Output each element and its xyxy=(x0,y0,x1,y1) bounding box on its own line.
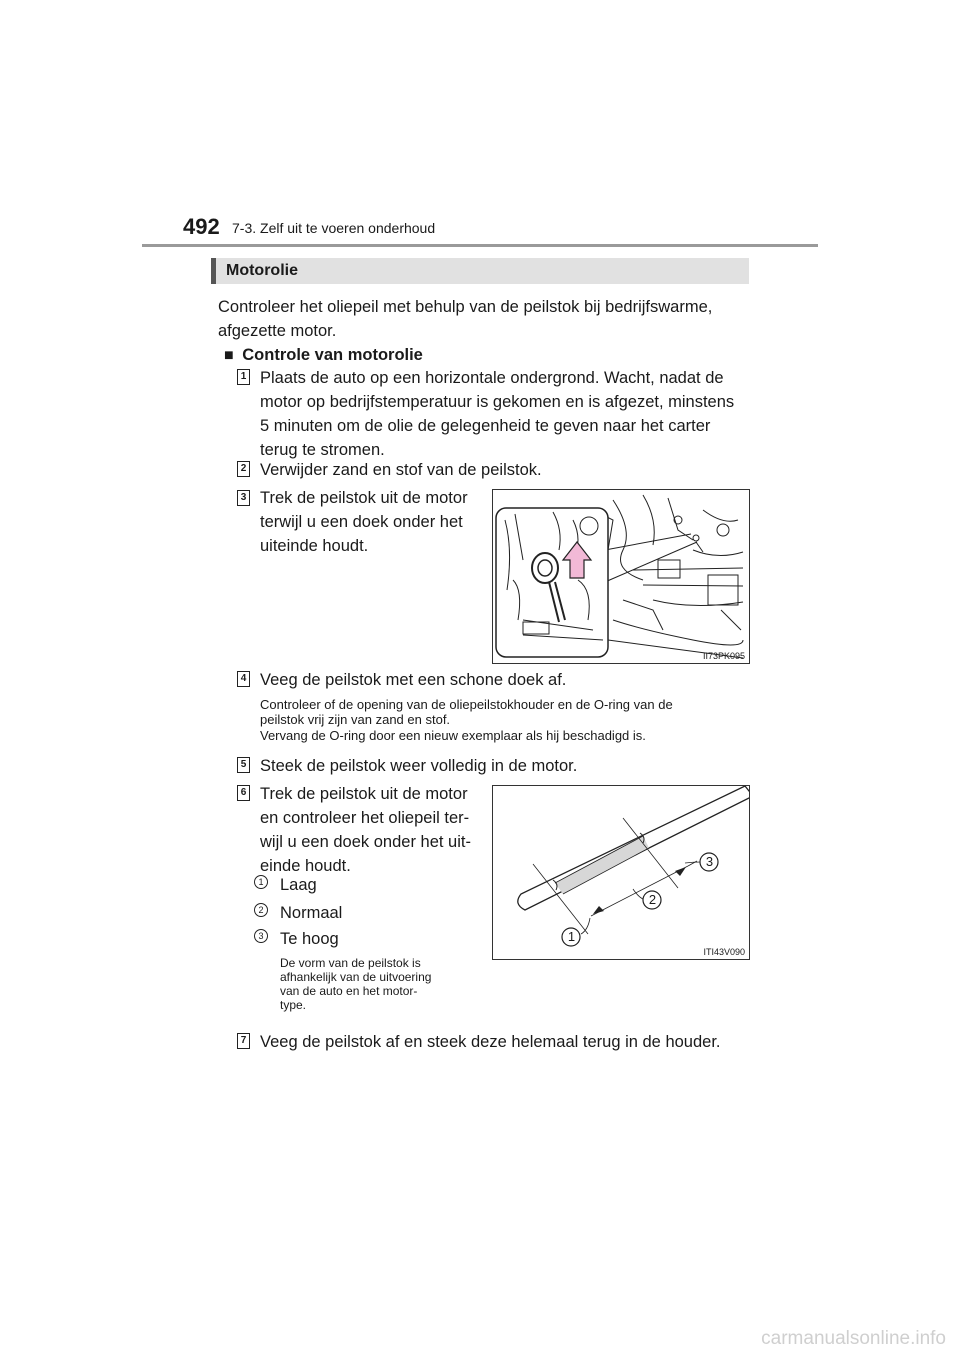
section-accent xyxy=(211,258,216,284)
dipstick-illustration xyxy=(493,786,749,959)
dipstick-figure-code: ITI43V090 xyxy=(703,947,745,957)
step-7-line-1: Veeg de peilstok af en steek deze helemaal terug in de houder. xyxy=(260,1033,721,1051)
dipstick-figure xyxy=(492,785,750,960)
step-4-line-1: Veeg de peilstok met een schone doek af. xyxy=(260,671,567,689)
step-1-badge: 1 xyxy=(237,369,250,385)
step-4-badge: 4 xyxy=(237,671,250,687)
engine-figure-code: II73PK095 xyxy=(702,651,745,661)
watermark[interactable]: carmanualsonline.info xyxy=(761,1328,946,1349)
subsection-heading xyxy=(224,343,423,368)
step-6-note-2: afhankelijk van de uitvoering xyxy=(280,970,432,984)
section-title: Motorolie xyxy=(226,262,298,279)
step-6-note-4: type. xyxy=(280,998,307,1012)
callout-3: 3 xyxy=(705,854,714,869)
step-6-line-1: Trek de peilstok uit de motor xyxy=(260,785,468,803)
item-2-number: 2 xyxy=(254,903,268,917)
item-3-number: 3 xyxy=(254,929,268,943)
step-3-line-3: uiteinde houdt. xyxy=(260,537,369,555)
step-6-note-1: De vorm van de peilstok is xyxy=(280,956,421,970)
step-6-line-3: wijl u een doek onder het uit- xyxy=(260,833,471,851)
step-4-note-1: Controleer of de opening van de oliepeilstokhouder en de O-ring van de xyxy=(260,697,673,712)
step-3-line-2: terwijl u een doek onder het xyxy=(260,513,463,531)
intro-line-1: Controleer het oliepeil met behulp van de peilstok bij bedrijfswarme, xyxy=(218,298,713,316)
intro-line-2: afgezette motor. xyxy=(218,322,337,340)
step-1-line-1: Plaats de auto op een horizontale ondergrond. Wacht, nadat de xyxy=(260,369,724,387)
step-1-line-2: motor op bedrijfstemperatuur is gekomen en is afgezet, minstens xyxy=(260,393,735,411)
item-3-label: Te hoog xyxy=(280,930,339,948)
arrow-right-icon xyxy=(675,867,686,876)
step-3-line-1: Trek de peilstok uit de motor xyxy=(260,489,468,507)
arrow-left-icon xyxy=(593,906,604,914)
step-1-line-4: terug te stromen. xyxy=(260,441,385,459)
step-6-line-4: einde houdt. xyxy=(260,857,351,875)
step-4-note-3: Vervang de O-ring door een nieuw exemplaar als hij beschadigd is. xyxy=(260,728,646,743)
step-3-badge: 3 xyxy=(237,490,250,506)
step-7-badge: 7 xyxy=(237,1033,250,1049)
page-number: 492 xyxy=(183,214,220,239)
breadcrumb: 7-3. Zelf uit te voeren onderhoud xyxy=(232,220,436,236)
item-1-number: 1 xyxy=(254,875,268,889)
engine-illustration xyxy=(493,490,749,663)
step-6-note-3: van de auto en het motor- xyxy=(280,984,418,998)
step-4-note-2: peilstok vrij zijn van zand en stof. xyxy=(260,712,451,727)
step-5-badge: 5 xyxy=(237,757,250,773)
header-divider xyxy=(142,244,818,247)
callout-2: 2 xyxy=(648,892,657,907)
step-2-line-1: Verwijder zand en stof van de peilstok. xyxy=(260,461,542,479)
section-heading xyxy=(211,258,749,284)
step-2-badge: 2 xyxy=(237,461,250,477)
callout-1: 1 xyxy=(567,929,576,944)
subsection-title: Controle van motorolie xyxy=(242,346,423,364)
item-2-label: Normaal xyxy=(280,904,343,922)
item-1-label: Laag xyxy=(280,876,317,894)
bullet-square-icon: ■ xyxy=(224,347,234,364)
step-1-line-3: 5 minuten om de olie de gelegenheid te geven naar het carter xyxy=(260,417,711,435)
step-6-line-2: en controleer het oliepeil ter- xyxy=(260,809,470,827)
step-5-line-1: Steek de peilstok weer volledig in de motor. xyxy=(260,757,578,775)
engine-figure xyxy=(492,489,750,664)
step-6-badge: 6 xyxy=(237,785,250,801)
